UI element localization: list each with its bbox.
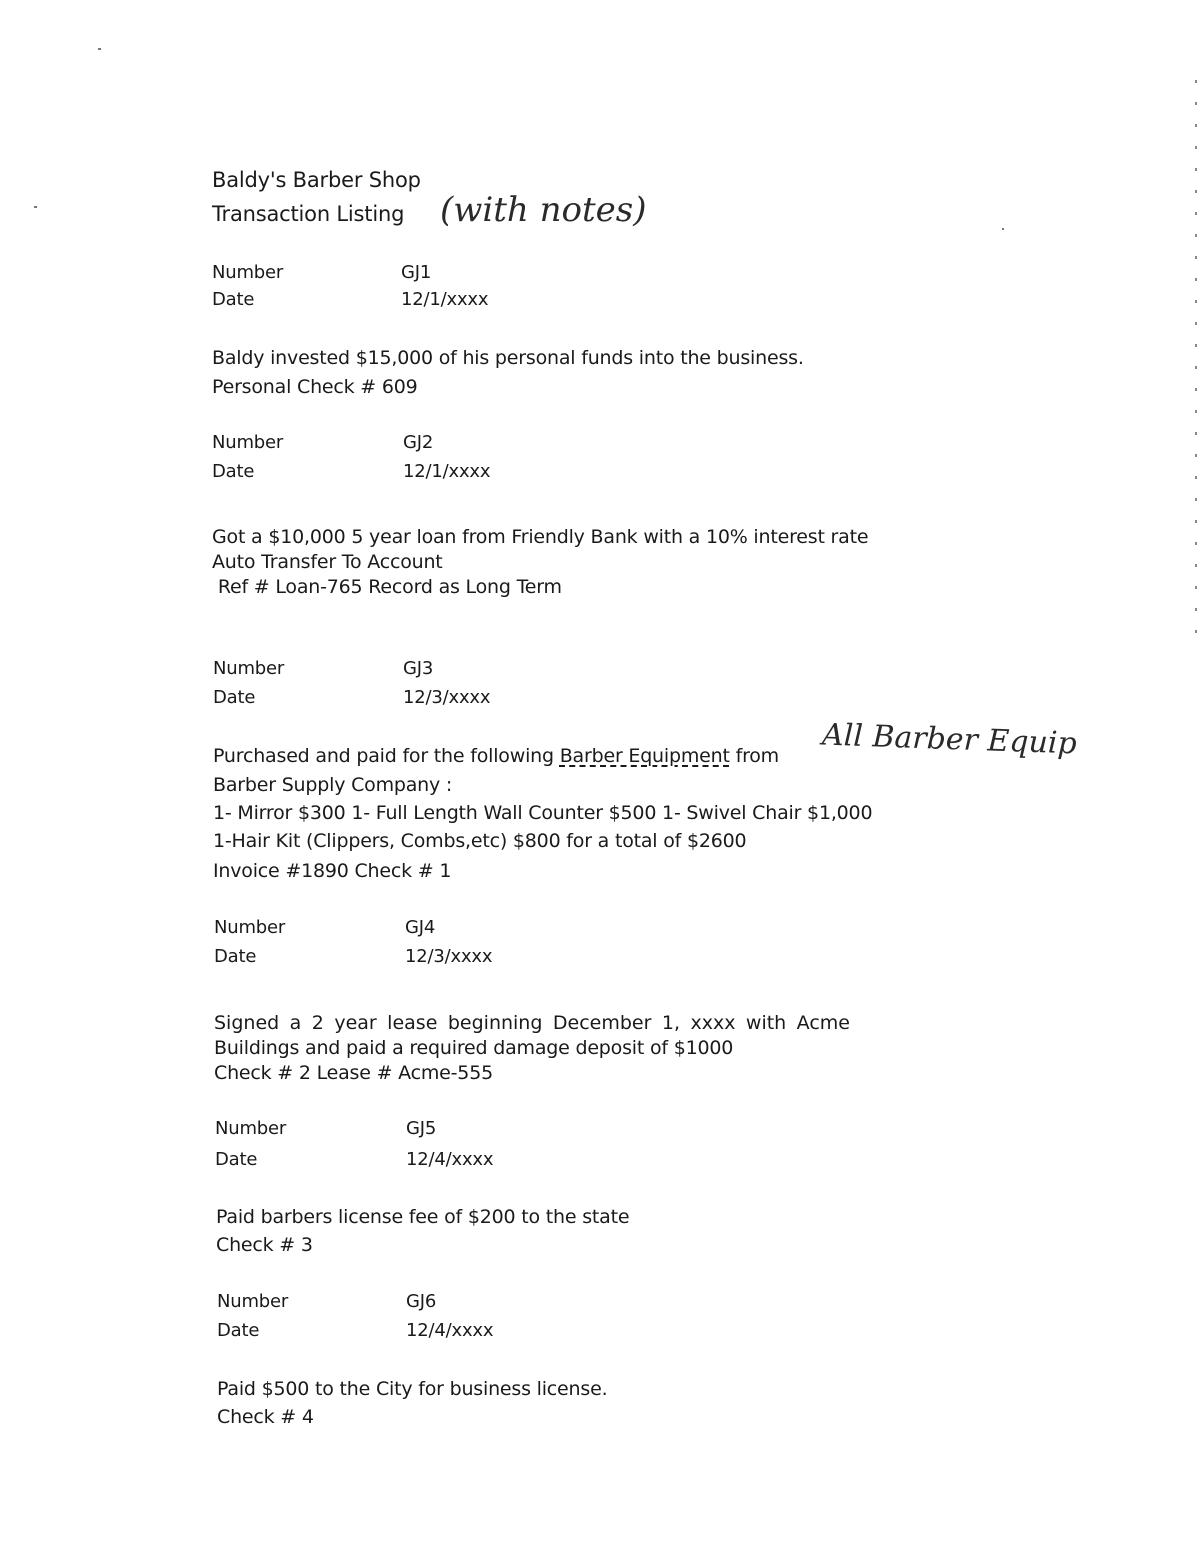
transaction-reference: Personal Check # 609 [212,376,418,398]
transaction-reference: Ref # Loan-765 Record as Long Term [212,576,562,598]
number-label: Number [217,1291,289,1312]
transaction-date: 12/4/xxxx [406,1149,494,1170]
date-label: Date [213,687,256,708]
transaction-number: GJ5 [406,1118,437,1139]
number-label: Number [213,658,285,679]
transaction-description: Paid $500 to the City for business license. [217,1378,608,1400]
handwritten-note-with-notes: (with notes) [440,190,647,230]
transaction-number: GJ1 [401,262,432,283]
number-label: Number [215,1118,287,1139]
transaction-reference: Check # 4 [217,1406,314,1428]
number-label: Number [214,917,286,938]
date-label: Date [214,946,257,967]
company-name: Baldy's Barber Shop [212,168,421,192]
transaction-date: 12/3/xxxx [405,946,493,967]
description-text: from [729,745,779,767]
date-label: Date [217,1320,260,1341]
scan-speck [98,48,101,50]
transaction-number: GJ2 [403,432,434,453]
scan-speck [34,206,37,208]
transaction-date: 12/1/xxxx [403,461,491,482]
document-title: Transaction Listing [212,202,405,226]
handwritten-note-all-barber-equip: All Barber Equip [821,717,1078,762]
transaction-reference: Auto Transfer To Account [212,551,443,573]
transaction-description: Baldy invested $15,000 of his personal funds into the business. [212,347,804,369]
date-label: Date [212,289,255,310]
date-label: Date [212,461,255,482]
transaction-number: GJ4 [405,917,436,938]
scan-speck [1002,228,1004,230]
number-label: Number [212,262,284,283]
transaction-description: Barber Supply Company : [213,774,453,796]
transaction-description [213,744,779,768]
transaction-description: Buildings and paid a required damage deposit of $1000 [214,1037,734,1059]
transaction-date: 12/4/xxxx [406,1320,494,1341]
transaction-item-list: 1- Mirror $300 1- Full Length Wall Counter $500 1- Swivel Chair $1,000 [213,802,873,824]
date-label: Date [215,1149,258,1170]
number-label: Number [212,432,284,453]
transaction-reference: Check # 3 [216,1234,313,1256]
transaction-reference: Invoice #1890 Check # 1 [213,860,452,882]
underlined-text: Barber Equipment [559,745,730,767]
transaction-number: GJ3 [403,658,434,679]
transaction-date: 12/1/xxxx [401,289,489,310]
description-text: Purchased and paid for the following [213,745,560,767]
scan-edge-marks [1195,80,1197,640]
transaction-item-list: 1-Hair Kit (Clippers, Combs,etc) $800 for a total of $2600 [213,830,747,852]
transaction-description: Paid barbers license fee of $200 to the state [216,1206,630,1228]
transaction-date: 12/3/xxxx [403,687,491,708]
transaction-reference: Check # 2 Lease # Acme-555 [214,1062,493,1084]
transaction-description: Got a $10,000 5 year loan from Friendly Bank with a 10% interest rate [212,526,869,548]
transaction-description: Signed a 2 year lease beginning December 1, xxxx with Acme [214,1012,850,1034]
transaction-number: GJ6 [406,1291,437,1312]
